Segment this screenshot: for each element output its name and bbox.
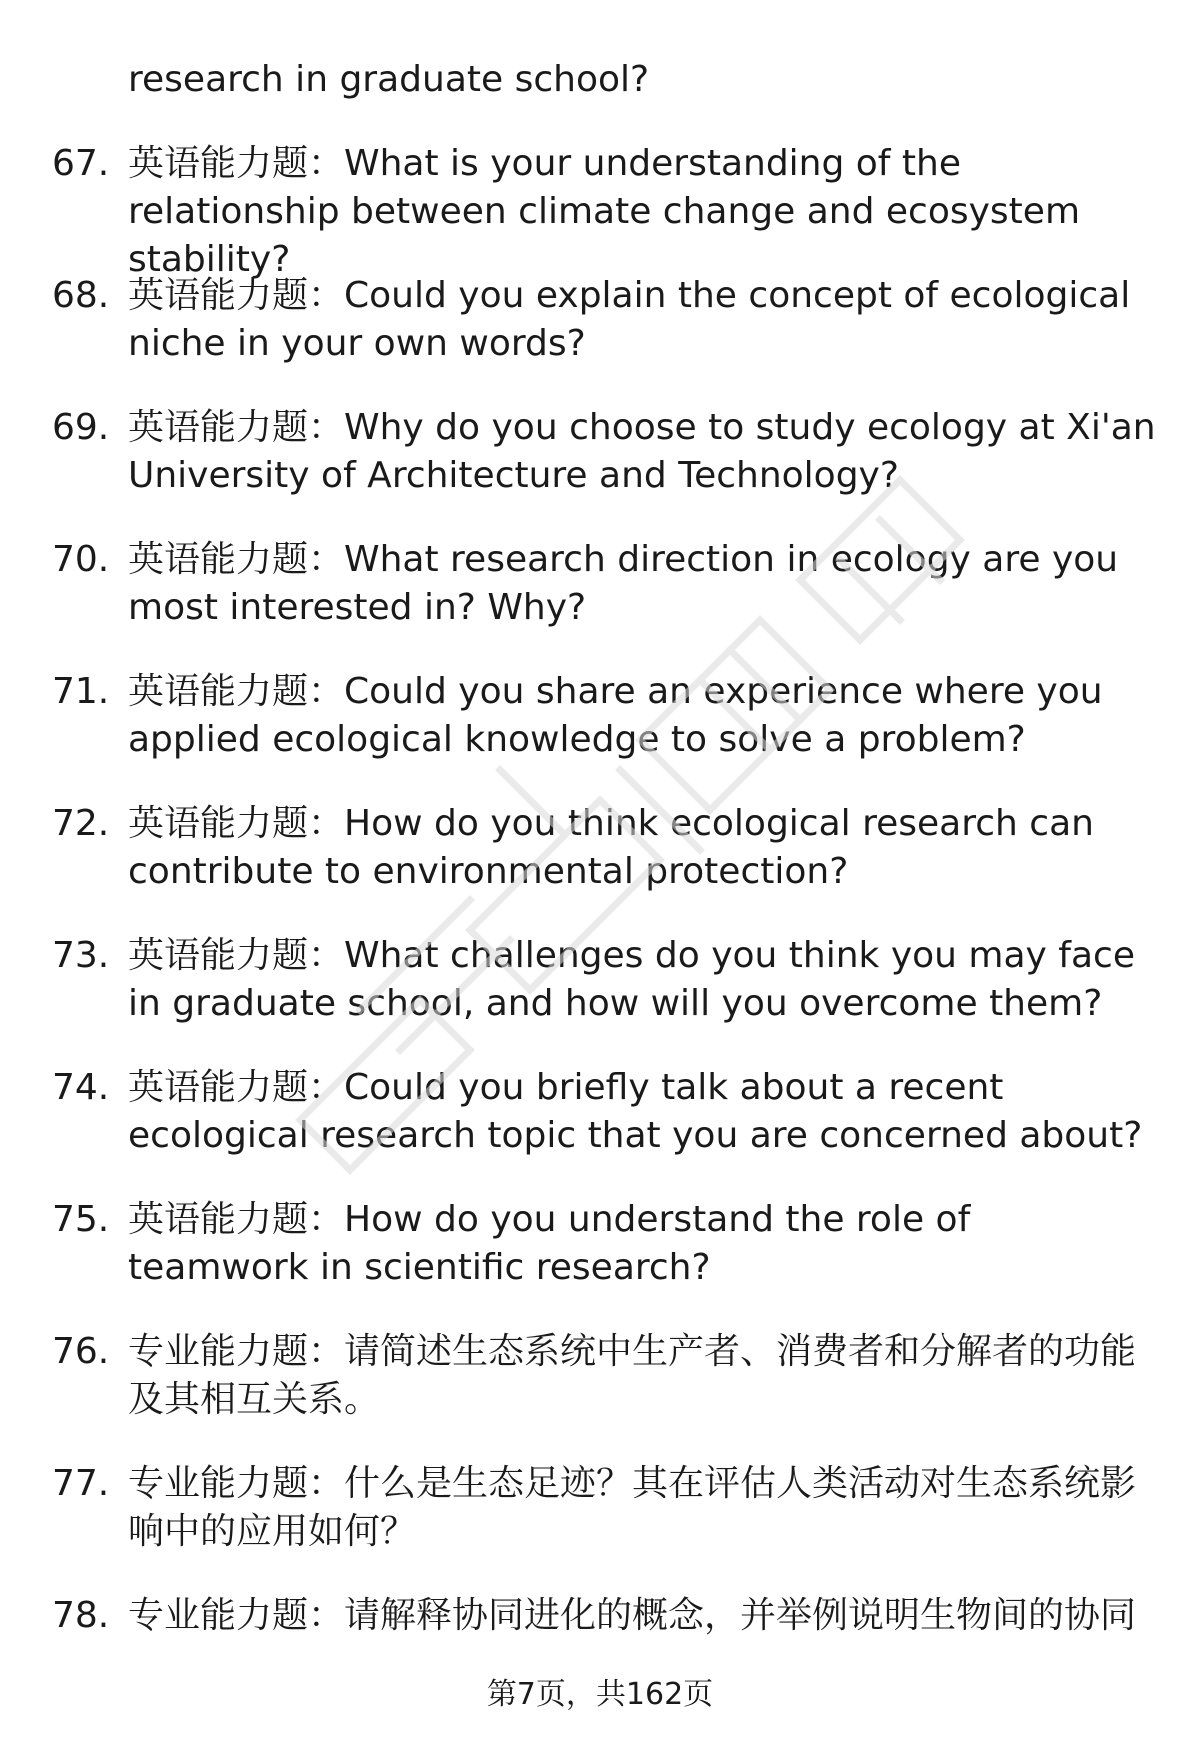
question-number: 72. <box>52 803 110 844</box>
question-text: What is your understanding of the relationship between climate change and ecosystem stability? <box>128 143 1081 280</box>
question-list <box>0 140 1200 1724</box>
question-body <box>128 272 1158 368</box>
question-text: 什么是生态足迹？其在评估人类活动对生态系统影响中的应用如何？ <box>128 1463 1137 1552</box>
question-text: What research direction in ecology are you most interested in? Why? <box>128 539 1119 628</box>
question-item <box>0 404 1200 536</box>
question-body <box>128 932 1158 1028</box>
question-category: 英语能力题： <box>128 539 345 580</box>
question-text: 请简述生态系统中生产者、消费者和分解者的功能及其相互关系。 <box>128 1331 1137 1420</box>
question-category: 英语能力题： <box>128 407 345 448</box>
question-category: 英语能力题： <box>128 935 345 976</box>
question-item <box>0 1196 1200 1328</box>
question-category: 英语能力题： <box>128 1199 345 1240</box>
question-item <box>0 536 1200 668</box>
question-number: 76. <box>52 1331 110 1372</box>
question-item <box>0 1328 1200 1460</box>
question-number: 70. <box>52 539 110 580</box>
question-number: 67. <box>52 143 110 184</box>
question-number: 78. <box>52 1595 110 1636</box>
continuation-text: research in graduate school? <box>128 59 650 100</box>
question-category: 英语能力题： <box>128 671 345 712</box>
question-text: 请解释协同进化的概念，并举例说明生物间的协同 <box>344 1595 1137 1636</box>
question-number: 73. <box>52 935 110 976</box>
question-text: Could you share an experience where you applied ecological knowledge to solve a problem? <box>128 671 1103 760</box>
question-number: 75. <box>52 1199 110 1240</box>
question-body <box>128 1460 1158 1556</box>
question-body <box>128 140 1158 284</box>
question-body <box>128 1196 1158 1292</box>
question-category: 英语能力题： <box>128 803 345 844</box>
question-category: 英语能力题： <box>128 1067 345 1108</box>
question-item <box>0 272 1200 404</box>
question-body <box>128 536 1158 632</box>
question-number: 71. <box>52 671 110 712</box>
question-category: 英语能力题： <box>128 143 345 184</box>
question-text: Why do you choose to study ecology at Xi'an University of Architecture and Technology? <box>128 407 1156 496</box>
question-text: How do you think ecological research can contribute to environmental protection? <box>128 803 1094 892</box>
question-item <box>0 1460 1200 1592</box>
question-text: How do you understand the role of teamwork in scientific research? <box>128 1199 971 1288</box>
page-number-footer: 第7页，共162页 <box>486 1677 714 1712</box>
question-category: 专业能力题： <box>128 1595 345 1636</box>
question-text: Could you briefly talk about a recent ecological research topic that you are concerned about? <box>128 1067 1143 1156</box>
question-text: What challenges do you think you may face in graduate school, and how will you overcome them? <box>128 935 1135 1024</box>
question-number: 74. <box>52 1067 110 1108</box>
question-item <box>0 1064 1200 1196</box>
question-body <box>128 1064 1158 1160</box>
question-text: Could you explain the concept of ecological niche in your own words? <box>128 275 1131 364</box>
question-body <box>128 1328 1158 1424</box>
question-item <box>0 800 1200 932</box>
question-number: 68. <box>52 275 110 316</box>
question-body <box>128 1592 1158 1640</box>
question-number: 77. <box>52 1463 110 1504</box>
question-item <box>0 932 1200 1064</box>
question-item <box>0 140 1200 280</box>
question-number: 69. <box>52 407 110 448</box>
question-category: 专业能力题： <box>128 1463 345 1504</box>
question-category: 专业能力题： <box>128 1331 345 1372</box>
question-body <box>128 668 1158 764</box>
question-body <box>128 404 1158 500</box>
question-item <box>0 668 1200 800</box>
question-body <box>128 800 1158 896</box>
question-category: 英语能力题： <box>128 275 345 316</box>
